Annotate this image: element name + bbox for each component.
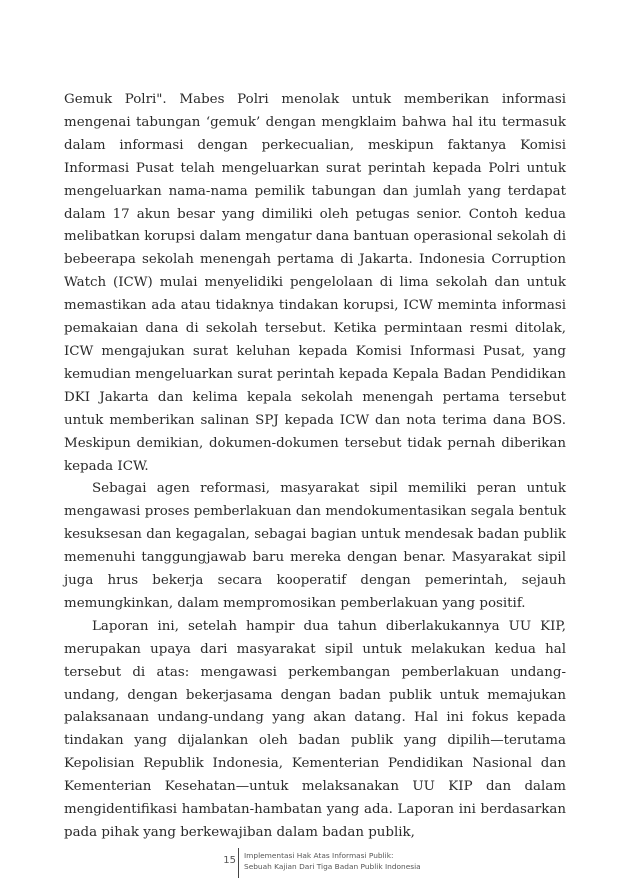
running-title (244, 850, 574, 872)
paragraph-report-purpose: Laporan ini, setelah hampir dua tahun diberlakukannya UU KIP, merupakan upaya dari masyarakat sipil untuk melakukan kedua hal tersebut di atas: mengawasi perkembangan pemberlakuan undang-undang, dengan bekerjasama dengan badan publik untuk memajukan palaksanaan undang-undang yang akan datang. Hal ini fokus kepada tindakan yang dijalankan oleh badan publik yang dipilih—terutama Kepolisian Republik Indonesia, Kementerian Pendidikan Nasional dan Kementerian Kesehatan—untuk melaksanakan UU KIP dan dalam mengidentifikasi hambatan-hambatan yang ada. Laporan ini berdasarkan pada pihak yang berkewajiban dalam badan publik, (64, 618, 566, 840)
page-number: 15 (223, 855, 236, 866)
paragraph-civil-society-role: Sebagai agen reformasi, masyarakat sipil memiliki peran untuk mengawasi proses pemberlakuan dan mendokumentasikan segala bentuk kesuksesan dan kegagalan, sebagai bagian untuk mendesak badan publik memenuhi tanggungjawab baru mereka dengan benar. Masyarakat sipil juga hrus bekerja secara kooperatif dengan pemerintah, sejauh memungkinkan, dalam mempromosikan pemberlakuan yang positif. (64, 481, 566, 611)
body-text (64, 89, 566, 845)
running-title-line-2: Sebuah Kajian Dari Tiga Badan Publik Indonesia (244, 862, 421, 871)
footer-divider (238, 848, 239, 878)
page-footer (0, 848, 638, 880)
running-title-line-1: Implementasi Hak Atas Informasi Publik: (244, 851, 394, 860)
paragraph-continued: Gemuk Polri". Mabes Polri menolak untuk memberikan informasi mengenai tabungan ‘gemuk’ dengan mengklaim bahwa hal itu termasuk dalam informasi dengan perkecualian, meskipun faktanya Komisi Informasi Pusat telah mengeluarkan surat perintah kepada Polri untuk mengeluarkan nama-nama pemilik tabungan dan jumlah yang terdapat dalam 17 akun besar yang dimiliki oleh petugas senior. Contoh kedua melibatkan korupsi dalam mengatur dana bantuan operasional sekolah di bebeerapa sekolah menengah pertama di Jakarta. Indonesia Corruption Watch (ICW) mulai menyelidiki pengelolaan di lima sekolah dan untuk memastikan ada atau tidaknya tindakan korupsi, ICW meminta informasi pemakaian dana di sekolah tersebut. Ketika permintaan resmi ditolak, ICW mengajukan surat keluhan kepada Komisi Informasi Pusat, yang kemudian mengeluarkan surat perintah kepada Kepala Badan Pendidikan DKI Jakarta dan kelima kepala sekolah menengah pertama tersebut untuk memberikan salinan SPJ kepada ICW dan nota terima dana BOS. Meskipun demikian, dokumen-dokumen tersebut tidak pernah diberikan kepada ICW. (64, 92, 566, 474)
